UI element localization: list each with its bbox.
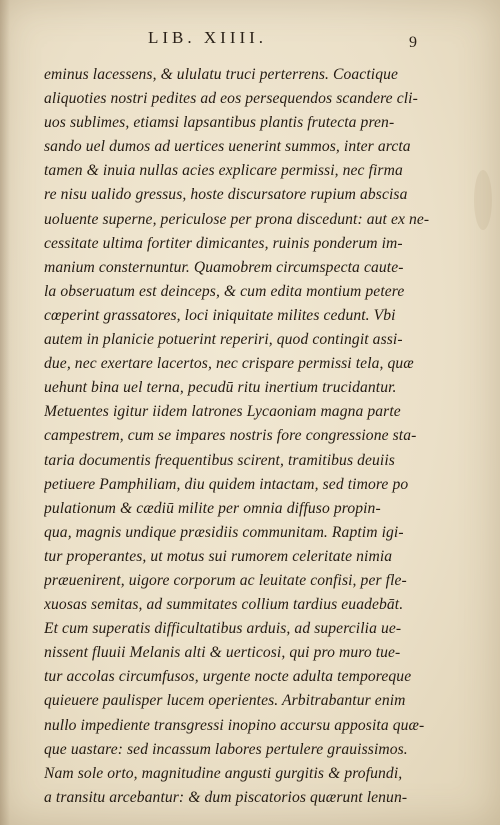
text-line: Nam sole orto, magnitudine angusti gurgitis & profundi, bbox=[44, 764, 403, 782]
text-line: uoluente superne, periculose per prona discedunt: aut ex ne- bbox=[44, 210, 430, 228]
paper-stain bbox=[474, 170, 492, 230]
text-line: taria documentis frequentibus scirent, tramitibus deuiis bbox=[44, 451, 395, 469]
text-line: due, nec exertare lacertos, nec crispare permissi tela, quæ bbox=[44, 355, 414, 373]
running-head: LIB. XIIII. bbox=[148, 28, 268, 47]
text-line: aliquoties nostri pedites ad eos persequendos scandere cli- bbox=[44, 90, 418, 108]
text-line: uos sublimes, etiamsi lapsantibus plantis frutecta pren- bbox=[44, 114, 395, 132]
text-line: campestrem, cum se impares nostris fore congressione sta- bbox=[44, 427, 417, 445]
text-line: qua, magnis undique præsidiis communitam. Raptim igi- bbox=[44, 523, 404, 541]
text-line: manium consternuntur. Quamobrem circumspecta caute- bbox=[44, 258, 404, 276]
text-line: eminus lacessens, & ululatu truci perterrens. Coactique bbox=[44, 66, 399, 83]
body-text bbox=[44, 63, 464, 810]
page-gutter-shadow bbox=[0, 0, 10, 825]
text-line: la obseruatum est deinceps, & cum edita montium petere bbox=[44, 282, 405, 300]
page-number: 9 bbox=[409, 34, 417, 51]
text-line: pulationum & cædiū milite per omnia diffuso propin- bbox=[44, 499, 381, 517]
text-line: nullo impediente transgressi inopino accursu apposita quæ- bbox=[44, 716, 425, 734]
text-line: sando uel dumos ad uertices uenerint summos, inter arcta bbox=[44, 138, 411, 156]
page-header bbox=[0, 28, 500, 58]
text-line: quieuere paulisper lucem operientes. Arbitrabantur enim bbox=[44, 692, 406, 710]
text-line: autem in planicie potuerint reperiri, quod contingit assi- bbox=[44, 331, 403, 349]
text-line: tur accolas circumfusos, urgente nocte adulta temporeque bbox=[44, 668, 412, 686]
text-line: petiuere Pamphiliam, diu quidem intactam, sed timore po bbox=[44, 475, 409, 493]
text-line: que uastare: sed incassum labores pertulere grauissimos. bbox=[44, 740, 408, 758]
text-line: Et cum superatis difficultatibus arduis, ad supercilia ue- bbox=[44, 620, 402, 638]
text-line: nissent fluuii Melanis alti & uerticosi, qui pro muro tue- bbox=[44, 644, 401, 662]
text-line: Metuentes igitur iidem latrones Lycaoniam magna parte bbox=[44, 403, 401, 421]
text-line: uehunt bina uel terna, pecudū ritu inertium trucidantur. bbox=[44, 379, 397, 397]
text-line: re nisu ualido gressus, hoste discursatore rupium abscisa bbox=[44, 186, 408, 204]
text-line: præuenirent, uigore corporum ac leuitate confisi, per fle- bbox=[44, 571, 407, 589]
text-line: cessitate ultima fortiter dimicantes, ruinis ponderum im- bbox=[44, 234, 403, 252]
text-line: cœperint grassatores, loci iniquitate milites cedunt. Vbi bbox=[44, 306, 396, 324]
text-line: a transitu arcebantur: & dum piscatorios quærunt lenun- bbox=[44, 788, 408, 806]
text-line: tamen & inuia nullas acies explicare permissi, nec firma bbox=[44, 162, 403, 180]
text-line: tur properantes, ut motus sui rumorem celeritate nimia bbox=[44, 547, 393, 565]
text-line: xuosas semitas, ad summitates collium tardius euadebāt. bbox=[44, 596, 404, 614]
